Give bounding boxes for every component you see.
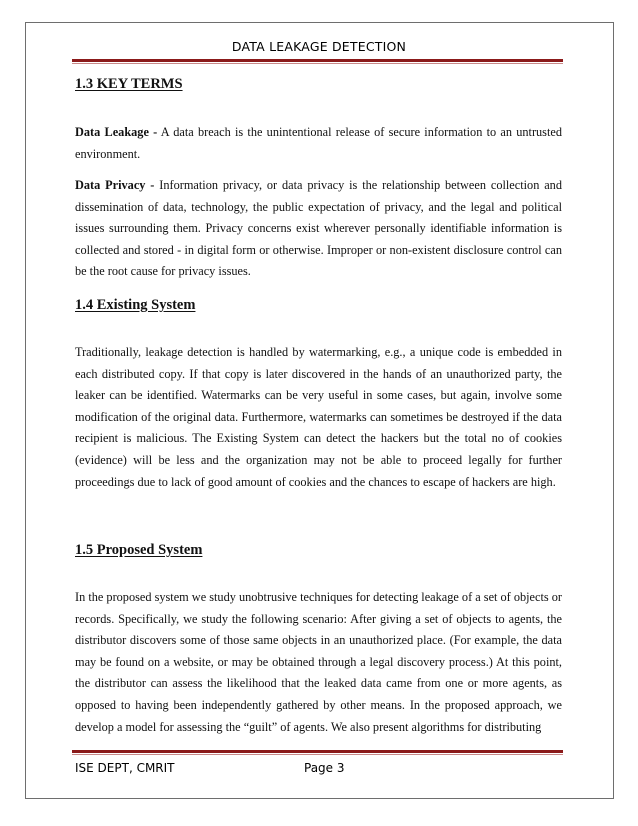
header-rule xyxy=(72,59,563,64)
header-title: DATA LEAKAGE DETECTION xyxy=(231,39,407,54)
definition-data-leakage: A data breach is the unintentional release of secure information to an untrusted environment. xyxy=(75,125,562,161)
term-data-leakage: Data Leakage - xyxy=(75,125,158,139)
paragraph-existing-system: Traditionally, leakage detection is handled by watermarking, e.g., a unique code is embedded in each distributed copy. If that copy is later discovered in the hands of an unauthorized party, the leaker can be identified. Watermarks can be very useful in some cases, but again, involve some modification of the original data. Furthermore, watermarks can sometimes be destroyed if the data recipient is malicious. The Existing System can detect the hackers but the total no of cookies (evidence) will be less and the organization may not be able to proceed legally for further proceedings due to lack of good amount of cookies and the chances to escape of hackers are high. xyxy=(75,345,562,489)
paragraph-proposed-system: In the proposed system we study unobtrusive techniques for detecting leakage of a set of objects or records. Specifically, we study the following scenario: After giving a set of objects to agents, the distributor discovers some of those same objects in an unauthorized place. (For example, the data may be found on a website, or may be obtained through a legal discovery process.) At this point, the distributor can assess the likelihood that the leaked data came from one or more agents, as opposed to having been independently gathered by other means. In the proposed approach, we develop a model for assessing the “guilt” of agents. We also present algorithms for distributing xyxy=(75,590,562,734)
definition-data-privacy: Information privacy, or data privacy is the relationship between collection and dissemination of data, technology, the public expectation of privacy, and the legal and political issues surrounding them. Privacy concerns exist wherever personally identifiable information is collected and stored - in digital form or otherwise. Improper or non-existent disclosure control can be the root cause for privacy issues. xyxy=(75,178,562,279)
footer-rule xyxy=(72,750,563,755)
section-heading-key-terms: 1.3 KEY TERMS xyxy=(75,76,183,92)
footer-page-number: Page 3 xyxy=(304,761,345,775)
term-data-privacy: Data Privacy - xyxy=(75,178,155,192)
footer-department: ISE DEPT, CMRIT xyxy=(75,761,175,775)
paragraph-data-privacy xyxy=(75,175,562,283)
section-heading-proposed-system: 1.5 Proposed System xyxy=(75,542,203,558)
paragraph-data-leakage xyxy=(75,122,562,165)
section-heading-existing-system: 1.4 Existing System xyxy=(75,297,196,313)
